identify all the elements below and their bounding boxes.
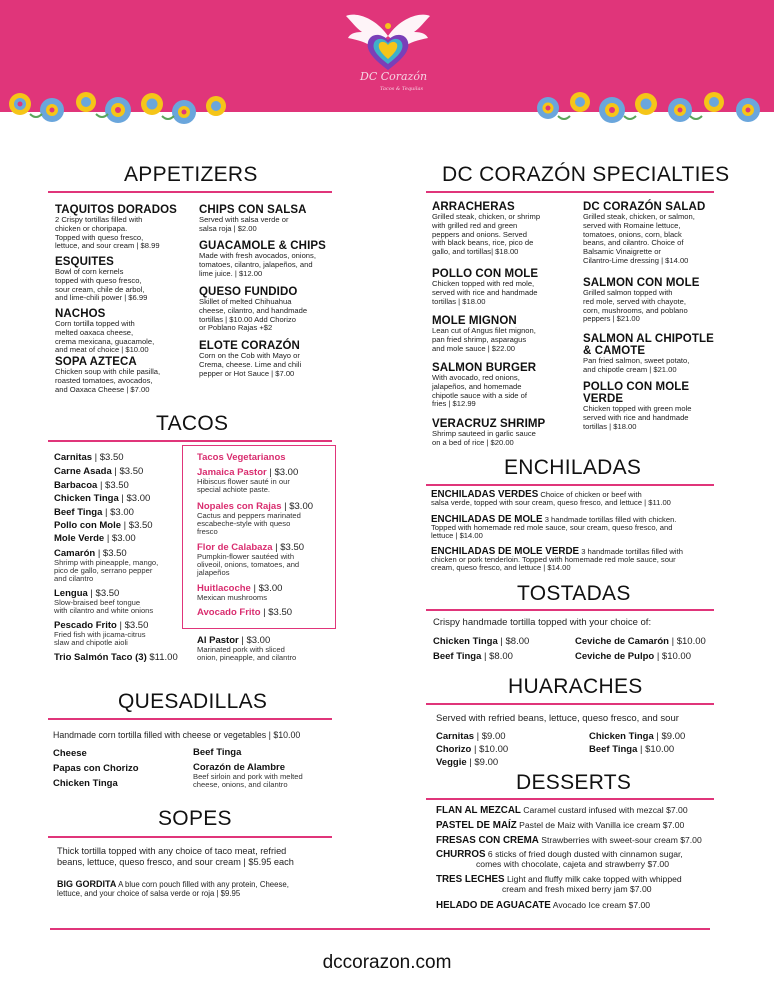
menu-item: SOPA AZTECA Chicken soup with chile pasilla, roasted tomatoes, avocados, and Oaxaca Cheese | $7.00: [55, 356, 195, 394]
enchiladas-title: ENCHILADAS: [504, 456, 642, 479]
taco-row: Beef Tinga | $3.00: [54, 507, 134, 518]
item-name: GUACAMOLE & CHIPS: [199, 240, 326, 252]
veg-row: Avocado Frito | $3.50: [197, 607, 293, 618]
taco-row: Pescado Frito | $3.50: [54, 620, 149, 631]
enchilada-item: ENCHILADAS DE MOLE 3 handmade tortillas filled with chicken. Topped with homemade red mole sauce, sour cream, queso fresco, and lettuce | $14.00: [431, 514, 677, 541]
menu-item: GUACAMOLE & CHIPS Made with fresh avocados, onions, tomatoes, cilantro, jalapeños, and lime juice. | $12.00: [199, 240, 339, 278]
huarache-row: Veggie | $9.00: [436, 757, 499, 768]
menu-item: DC CORAZÓN SALAD Grilled steak, chicken, or salmon, served with Romaine lettuce, tomatoes, onions, corn, black beans, and cilantro. Choice of Balsamic Vinaigrette or Cilantro-Lime dressing | $14.00: [583, 201, 706, 265]
taco-row: Camarón | $3.50: [54, 548, 127, 559]
menu-item: NACHOS Corn tortilla topped with melted oaxaca cheese, crema mexicana, guacamole, and meat of choice | $10.00: [55, 308, 195, 355]
specialties-title: DC CORAZÓN SPECIALTIES: [442, 163, 730, 186]
quesadilla-row: Beef Tinga: [193, 747, 242, 758]
specialties-rule: [426, 191, 714, 193]
flower-garland-left-icon: [0, 88, 240, 128]
dessert-item: PASTEL DE MAÍZ Pastel de Maiz with Vanilla ice cream $7.00: [436, 820, 685, 831]
quesadilla-row: Chicken Tinga: [53, 778, 118, 789]
dessert-item: TRES LECHES Light and fluffy milk cake topped with whipped cream and fresh mixed berry jam $7.00: [436, 874, 682, 894]
huaraches-intro: Served with refried beans, lettuce, queso fresco, and sour: [436, 713, 679, 724]
menu-item: SALMON AL CHIPOTLE & CAMOTE Pan fried salmon, sweet potato, and chipotle cream | $21.00: [583, 333, 714, 374]
appetizers-title: APPETIZERS: [124, 163, 258, 186]
menu-item: ARRACHERAS Grilled steak, chicken, or shrimp with grilled red and green peppers and onions. Served with black beans, rice, pico de gallo, and tortillas| $18.00: [432, 201, 541, 257]
item-name: NACHOS: [55, 308, 106, 320]
tostada-row: Ceviche de Pulpo | $10.00: [575, 651, 691, 662]
veg-desc: Hibiscus flower sauté in our special achiote paste.: [197, 477, 290, 495]
quesadilla-row: Cheese: [53, 748, 87, 759]
tacos-title: TACOS: [156, 412, 229, 435]
enchilada-item: ENCHILADAS VERDES Choice of chicken or beef with salsa verde, topped with sour cream, queso fresco, and lettuce | $11.00: [431, 489, 671, 508]
taco-row: Trio Salmón Taco (3) $11.00: [54, 652, 178, 663]
taco-row: Lengua | $3.50: [54, 588, 120, 599]
tostadas-rule: [426, 609, 714, 611]
dessert-item: CHURROS 6 sticks of fried dough dusted with cinnamon sugar, comes with chocolate, cajeta and strawberry $7.00: [436, 849, 683, 869]
menu-item: QUESO FUNDIDO Skillet of melted Chihuahua cheese, cilantro, and handmade tortillas | $10.00 Add Chorizo or Poblano Rajas +$2: [199, 286, 339, 333]
menu-item: POLLO CON MOLE VERDE Chicken topped with green mole served with rice and handmade tortillas | $18.00: [583, 381, 692, 431]
taco-desc: Shrimp with pineapple, mango, pico de gallo, serrano pepper and cilantro: [54, 558, 159, 584]
quesadilla-desc: Beef sirloin and pork with melted cheese, onions, and cilantro: [193, 772, 303, 790]
menu-item: VERACRUZ SHRIMP Shrimp sauteed in garlic sauce on a bed of rice | $20.00: [432, 418, 546, 447]
dessert-item: FRESAS CON CREMA Strawberries with sweet-sour cream $7.00: [436, 835, 702, 846]
enchiladas-rule: [426, 484, 714, 486]
enchilada-item: ENCHILADAS DE MOLE VERDE 3 handmade tortillas filled with chicken or pork tenderloin. Topped with homemade red mole sauce, sour cream, queso fresco, and lettuce | $14.00: [431, 546, 683, 573]
huarache-row: Carnitas | $9.00: [436, 731, 506, 742]
dessert-item: HELADO DE AGUACATE Avocado Ice cream $7.00: [436, 900, 651, 911]
tostadas-intro: Crispy handmade tortilla topped with your choice of:: [433, 617, 652, 628]
quesadilla-row: Papas con Chorizo: [53, 763, 139, 774]
huarache-row: Chicken Tinga | $9.00: [589, 731, 686, 742]
veg-desc: Mexican mushrooms: [197, 593, 268, 602]
menu-item: SALMON CON MOLE Grilled salmon topped with red mole, served with chayote, corn, mushrooms, and poblano peppers | $21.00: [583, 277, 700, 324]
taco-row: Al Pastor | $3.00: [197, 635, 271, 646]
taco-row: Barbacoa | $3.50: [54, 480, 129, 491]
menu-item: CHIPS CON SALSA Served with salsa verde or salsa roja | $2.00: [199, 204, 339, 234]
quesadillas-rule: [48, 718, 332, 720]
menu-item: TAQUITOS DORADOS 2 Crispy tortillas filled with chicken or choripapa. Topped with queso fresco, lettuce, and sour cream | $8.99: [55, 204, 195, 251]
item-name: QUESO FUNDIDO: [199, 286, 298, 298]
footer-rule: [50, 928, 710, 930]
item-name: SOPA AZTECA: [55, 356, 137, 368]
quesadillas-title: QUESADILLAS: [118, 690, 268, 713]
quesadillas-intro: Handmade corn tortilla filled with cheese or vegetables | $10.00: [53, 730, 301, 740]
dessert-item: FLAN AL MEZCAL Caramel custard infused with mezcal $7.00: [436, 805, 688, 816]
desserts-rule: [426, 798, 714, 800]
tostadas-title: TOSTADAS: [517, 582, 631, 605]
item-name: ESQUITES: [55, 256, 114, 268]
item-name: CHIPS CON SALSA: [199, 204, 307, 216]
huaraches-title: HUARACHES: [508, 675, 643, 698]
veg-desc: Cactus and peppers marinated escabeche-style with queso fresco: [197, 511, 301, 537]
big-gordita: BIG GORDITA A blue corn pouch filled with any protein, Cheese, lettuce, and your choice of salsa verde or roja | $9.95: [57, 879, 289, 898]
huarache-row: Chorizo | $10.00: [436, 744, 509, 755]
desserts-title: DESSERTS: [516, 771, 632, 794]
taco-row: Carnitas | $3.50: [54, 452, 124, 463]
logo-tagline: Tacos & Tequilas: [380, 86, 424, 92]
menu-item: SALMON BURGER With avocado, red onions, jalapeños, and homemade chipotle sauce with a side of fries | $12.99: [432, 362, 537, 409]
winged-heart-logo-icon: [344, 6, 432, 98]
veg-row: Jamaica Pastor | $3.00: [197, 467, 299, 478]
flower-garland-right-icon: [530, 88, 774, 128]
tostada-row: Chicken Tinga | $8.00: [433, 636, 530, 647]
veg-row: Flor de Calabaza | $3.50: [197, 542, 305, 553]
huaraches-rule: [426, 703, 714, 705]
sopes-intro: Thick tortilla topped with any choice of taco meat, refried beans, lettuce, queso fresco, and sour cream | $5.95 each: [57, 846, 294, 867]
logo-wordmark: DC Corazón: [360, 70, 428, 83]
sopes-title: SOPES: [158, 807, 232, 830]
tacos-rule: [48, 440, 332, 442]
item-name: TAQUITOS DORADOS: [55, 204, 177, 216]
taco-row: Carne Asada | $3.50: [54, 466, 144, 477]
taco-row: Chicken Tinga | $3.00: [54, 493, 151, 504]
quesadilla-row: Corazón de Alambre: [193, 762, 286, 773]
sopes-rule: [48, 836, 332, 838]
menu-item: MOLE MIGNON Lean cut of Angus filet mignon, pan fried shrimp, asparagus and mole sauce | $22.00: [432, 315, 536, 353]
item-name: ELOTE CORAZÓN: [199, 340, 300, 352]
veg-desc: Pumpkin-flower sautéed with oliveoil, onions, tomatoes, and jalapeños: [197, 552, 300, 578]
veg-title: Tacos Vegetarianos: [197, 452, 286, 463]
menu-item: ESQUITES Bowl of corn kernels topped with queso fresco, sour cream, chile de arbol, and lime-chili power | $6.99: [55, 256, 195, 303]
menu-item: POLLO CON MOLE Chicken topped with red mole, served with rice and handmade tortillas | $18.00: [432, 268, 539, 306]
tostada-row: Ceviche de Camarón | $10.00: [575, 636, 706, 647]
veg-row: Nopales con Rajas | $3.00: [197, 501, 314, 512]
veg-row: Huitlacoche | $3.00: [197, 583, 283, 594]
tostada-row: Beef Tinga | $8.00: [433, 651, 513, 662]
menu-item: ELOTE CORAZÓN Corn on the Cob with Mayo or Crema, cheese. Lime and chili pepper or Hot Sauce | $7.00: [199, 340, 339, 378]
taco-desc: Slow-braised beef tongue with cilantro and white onions: [54, 598, 154, 616]
huarache-row: Beef Tinga | $10.00: [589, 744, 675, 755]
taco-row: Pollo con Mole | $3.50: [54, 520, 153, 531]
website-url: dccorazon.com: [322, 952, 452, 973]
appetizers-rule: [48, 191, 332, 193]
taco-row: Mole Verde | $3.00: [54, 533, 136, 544]
taco-desc: Fried fish with jicama-citrus slaw and chipotle aioli: [54, 630, 146, 648]
taco-desc: Marinated pork with sliced onion, pineapple, and cilantro: [197, 645, 297, 663]
